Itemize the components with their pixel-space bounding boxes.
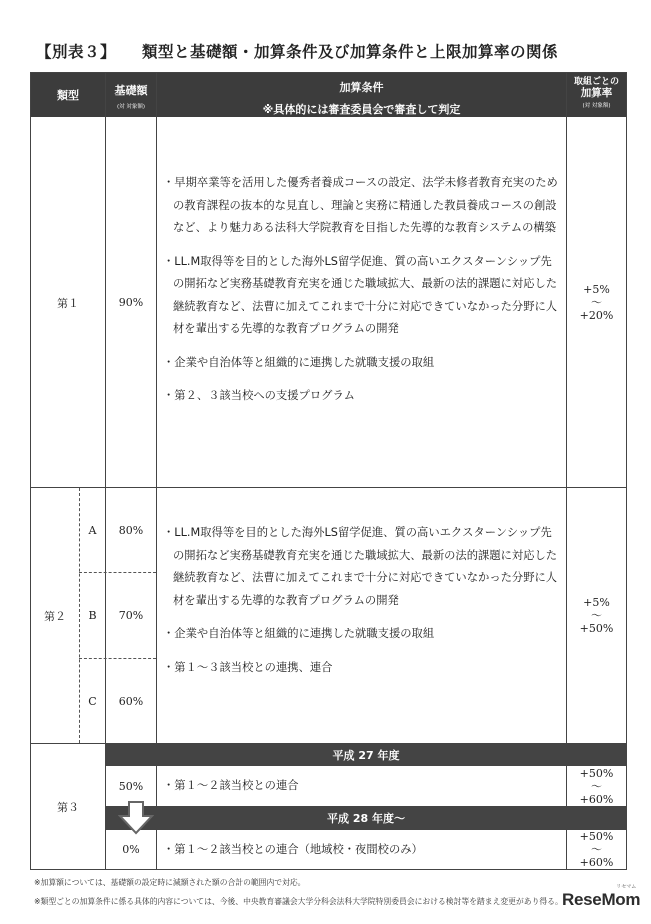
type3-row2-base: 0% — [122, 843, 140, 856]
type3-period-bar-1: 平成 27 年度 — [106, 744, 626, 766]
footnote: ※加算額については、基礎額の設定時に減額された額の合計の範囲内で対応。 — [34, 878, 306, 887]
type3-row1-cond: ・第１〜２該当校との連合 — [163, 779, 299, 792]
col-divider — [156, 830, 157, 869]
table-title: 類型と基礎額・加算条件及び加算条件と上限加算率の関係 — [142, 43, 559, 61]
type2-condition-item: ・LL.M取得等を目的とした海外LS留学促進、質の高いエクスターンシップ先の開拓など実務基礎教育充実を通じた職域拡大、最新の法的課題に対応した継続教育など、法曹に加えてこれまで十分に対応できていなかった分野に人材を輩出する先導的な教育プログラムの開発 — [163, 526, 558, 607]
col-divider — [156, 73, 157, 744]
page-title — [36, 40, 558, 62]
header-base-note: (対 対象額) — [116, 104, 146, 110]
type1-conditions — [163, 172, 561, 419]
header-type — [31, 73, 105, 117]
type2-conditions — [163, 522, 561, 690]
rate-tilde: 〜 — [591, 296, 602, 309]
rate-value: +50% — [579, 830, 614, 843]
rate-value: +50% — [579, 766, 614, 780]
logo-text: ReseMom — [562, 890, 641, 909]
type2-rate — [567, 488, 626, 743]
type2-sub-c-base: 60% — [118, 694, 144, 708]
rate-tilde: 〜 — [591, 609, 602, 622]
type2-condition-item: ・企業や自治体等と組織的に連携した就職支援の取組 — [163, 627, 435, 640]
type1-condition-item: ・企業や自治体等と組織的に連携した就職支援の取組 — [163, 355, 435, 369]
type3-row2-rate — [567, 830, 626, 869]
header-type-label: 類型 — [57, 89, 79, 102]
rate-value: +50% — [579, 622, 614, 635]
type2-sub-c: C — [88, 694, 97, 708]
type2-sub-a-base: 80% — [118, 523, 144, 537]
type1-rate — [567, 118, 626, 487]
type2-label: 第２ — [44, 609, 66, 623]
header-cond-note: ※具体的には審査委員会で審査して判定 — [262, 103, 461, 116]
type3-period-bar-2: 平成 28 年度〜 — [106, 806, 626, 830]
type2-sub-b-base: 70% — [118, 609, 144, 622]
col-divider — [156, 766, 157, 806]
header-base-label: 基礎額 — [114, 84, 148, 97]
type2-sub-a: A — [88, 523, 97, 537]
header-rate-note: (対 対象額) — [582, 103, 611, 109]
header-conditions — [157, 73, 566, 117]
rate-tilde: 〜 — [591, 843, 602, 856]
type3-row1-base: 50% — [118, 779, 144, 793]
rate-value: +60% — [579, 856, 614, 869]
header-cond-label: 加算条件 — [339, 81, 384, 94]
header-rate-label2: 加算率 — [580, 87, 613, 99]
rate-value: +5% — [583, 596, 610, 609]
footnote: ※類型ごとの加算条件に係る具体的内容については、今後、中央教育審議会大学分科会法科大学院特別委員会における検討等を踏まえ変更があり得る。 — [34, 897, 563, 906]
type1-label: 第１ — [57, 296, 79, 310]
header-rate-label1: 取組ごとの — [573, 77, 619, 87]
rate-value: +20% — [579, 309, 614, 322]
table-tag: 【別表３】 — [36, 43, 117, 61]
footnotes — [34, 876, 574, 909]
type1-base: 90% — [118, 296, 144, 309]
rate-tilde: 〜 — [591, 779, 602, 793]
type3-label: 第３ — [57, 800, 79, 814]
type1-condition-item: ・LL.M取得等を目的とした海外LS留学促進、質の高いエクスターンシップ先の開拓など実務基礎教育充実を通じた職域拡大、最新の法的課題に対応した継続教育など、法曹に加えてこれまで十分に対応できていなかった分野に人材を輩出する先導的な教育プログラムの開発 — [163, 254, 558, 335]
logo-kana: リセマム — [616, 884, 637, 890]
resemom-logo — [562, 883, 640, 910]
type2-condition-item: ・第１〜３該当校との連携、連合 — [163, 660, 333, 674]
header-base — [106, 73, 156, 117]
type2-sub-b: B — [88, 609, 97, 622]
type1-condition-item: ・第２、３該当校への支援プログラム — [163, 389, 355, 402]
rate-value: +60% — [579, 792, 614, 806]
rate-value: +5% — [583, 283, 610, 296]
type1-condition-item: ・早期卒業等を活用した優秀者養成コースの設定、法学未修者教育充実のための教育課程の抜本的な見直し、理論と実務に精通した教員養成コースの創設など、より魅力ある法科大学院教育を目指した先導的な教育システムの構築 — [163, 176, 558, 234]
header-rate — [567, 73, 626, 117]
type3-row1-rate — [567, 766, 626, 806]
type3-row2-cond: ・第１〜２該当校との連合（地域校・夜間校のみ） — [163, 843, 423, 856]
